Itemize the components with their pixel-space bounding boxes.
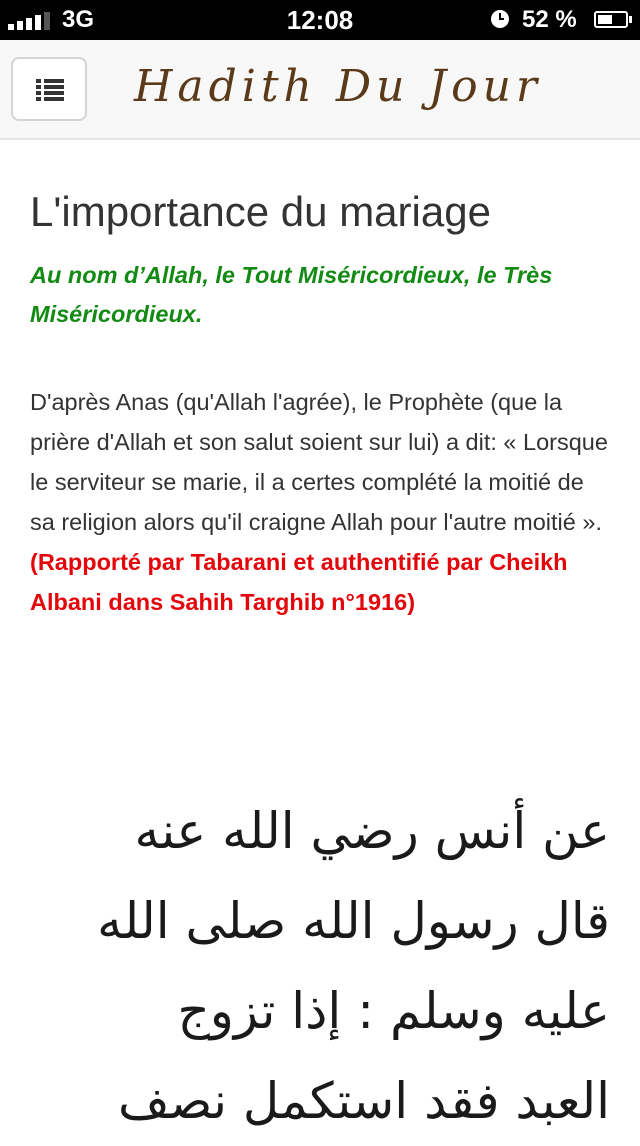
app-header bbox=[0, 40, 640, 140]
arabic-line: قال رسول الله صلى الله bbox=[97, 892, 610, 950]
battery-icon bbox=[594, 11, 628, 28]
arabic-line: عن أنس رضي الله عنه bbox=[134, 802, 610, 860]
hadith-text: D'après Anas (qu'Allah l'agrée), le Prophète (que la prière d'Allah et son salut soient sur lui) a dit: « Lorsque le serviteur se marie, il a certes complété la moitié de sa religion alors qu'il craigne Allah pour l'autre moitié ». bbox=[30, 389, 608, 535]
status-bar bbox=[0, 0, 640, 40]
carrier-label: 3G bbox=[62, 6, 95, 33]
battery-percent: 52 % bbox=[522, 6, 577, 33]
brand-logo[interactable]: Hadith Du Jour bbox=[134, 61, 542, 112]
list-menu-icon bbox=[36, 78, 64, 102]
page-title: L'importance du mariage bbox=[30, 188, 491, 235]
bismillah-text: Au nom d’Allah, le Tout Miséricordieux, le Très Miséricordieux. bbox=[30, 262, 553, 327]
menu-button[interactable] bbox=[11, 57, 87, 121]
status-time: 12:08 bbox=[286, 5, 354, 35]
arabic-line: عليه وسلم : إذا تزوج bbox=[177, 982, 610, 1040]
alarm-clock-icon bbox=[490, 9, 510, 29]
article bbox=[30, 140, 610, 622]
arabic-text bbox=[30, 786, 610, 1146]
arabic-line: العبد فقد استكمل نصف bbox=[118, 1072, 610, 1130]
hadith-source: (Rapporté par Tabarani et authentifié par Cheikh Albani dans Sahih Targhib n°1916) bbox=[30, 549, 568, 615]
